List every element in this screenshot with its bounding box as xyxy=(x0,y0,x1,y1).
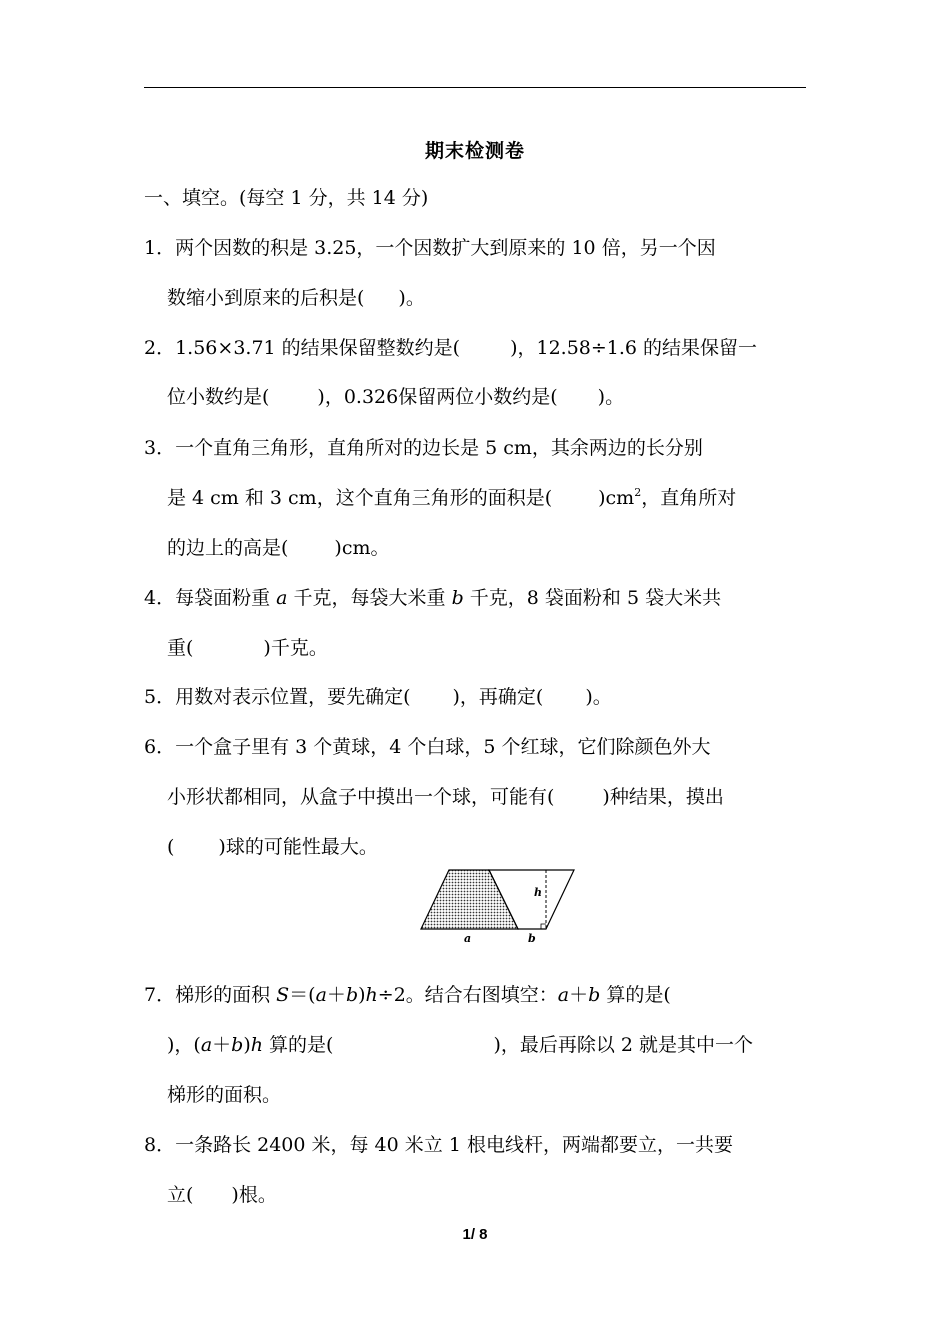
question-6-line-2 xyxy=(167,785,724,809)
variable-a: a xyxy=(276,587,288,609)
q3-superscript: 2 xyxy=(634,486,642,499)
q7-text: ＋ xyxy=(326,984,346,1006)
q6-text-a: 小形状都相同，从盒子中摸出一个球，可能有( xyxy=(167,786,555,808)
variable-h: h xyxy=(365,984,378,1006)
q1-text-b: )。 xyxy=(398,287,425,309)
variable-s: S xyxy=(276,984,290,1006)
section-heading: 一、填空。(每空 1 分，共 14 分) xyxy=(144,187,429,209)
trapezoid-figure xyxy=(418,866,578,946)
label-h: h xyxy=(534,886,542,899)
q6-text-b: )种结果，摸出 xyxy=(602,786,724,808)
variable-b: b xyxy=(345,984,359,1006)
q7-text: ) xyxy=(358,984,366,1006)
question-8-line-2 xyxy=(167,1183,277,1207)
q7-text: 算的是( xyxy=(263,1034,334,1056)
q4-text-b: 千克，每袋大米重 xyxy=(287,587,452,609)
q4-text-d: 重( xyxy=(167,637,194,659)
q7-text: 7．梯形的面积 xyxy=(144,984,277,1006)
q2-text-c: 位小数约是( xyxy=(167,386,270,408)
question-4-line-1 xyxy=(144,586,721,610)
q2-text-a: 2．1.56×3.71 的结果保留整数约是( xyxy=(144,337,461,359)
question-1-line-2 xyxy=(167,286,425,310)
q7-text: ＋ xyxy=(569,984,589,1006)
variable-b: b xyxy=(451,587,464,609)
question-4-line-2 xyxy=(167,636,328,660)
q3-text-a: 是 4 cm 和 3 cm，这个直角三角形的面积是( xyxy=(167,487,553,509)
q4-text-a: 4．每袋面粉重 xyxy=(144,587,277,609)
variable-a: a xyxy=(557,984,570,1006)
q4-text-e: )千克。 xyxy=(263,637,328,659)
question-1-line-1: 1．两个因数的积是 3.25，一个因数扩大到原来的 10 倍，另一个因 xyxy=(144,237,716,259)
page-number: 1/ 8 xyxy=(462,1226,488,1243)
q2-text-b: )，12.58÷1.6 的结果保留一 xyxy=(510,337,758,359)
question-2-line-1 xyxy=(144,336,757,360)
question-7-line-3: 梯形的面积。 xyxy=(167,1084,282,1106)
right-angle-mark xyxy=(541,924,546,929)
q4-text-c: 千克，8 袋面粉和 5 袋大米共 xyxy=(463,587,722,609)
label-a: a xyxy=(464,932,472,945)
question-3-line-3 xyxy=(167,536,390,560)
q7-text: )，最后再除以 2 就是其中一个 xyxy=(493,1034,754,1056)
question-8-line-1: 8．一条路长 2400 米，每 40 米立 1 根电线杆，两端都要立，一共要 xyxy=(144,1134,733,1156)
q3-text-e: )cm。 xyxy=(334,537,390,559)
q8-text: )根。 xyxy=(231,1184,277,1206)
variable-a: a xyxy=(200,1034,213,1056)
page-title: 期末检测卷 xyxy=(424,140,525,162)
header-rule xyxy=(144,87,806,88)
question-3-line-1: 3．一个直角三角形，直角所对的边长是 5 cm，其余两边的长分别 xyxy=(144,437,703,459)
variable-b: b xyxy=(231,1034,244,1056)
question-7-line-1 xyxy=(144,983,671,1007)
variable-a: a xyxy=(315,984,327,1006)
q7-text: 算的是( xyxy=(600,984,671,1006)
q7-text: ＋ xyxy=(212,1034,232,1056)
q2-text-d: )，0.326保留两位小数约是( xyxy=(317,386,558,408)
q3-text-b: )cm xyxy=(598,487,635,509)
question-5-line-1 xyxy=(144,685,612,709)
question-3-line-2 xyxy=(167,486,736,510)
question-7-line-2 xyxy=(167,1033,753,1057)
q3-text-d: 的边上的高是( xyxy=(167,537,289,559)
q3-text-c: ，直角所对 xyxy=(641,487,737,509)
q8-text: 立( xyxy=(167,1184,194,1206)
q7-text: ＝( xyxy=(289,984,316,1006)
q1-text-a: 数缩小到原来的后积是( xyxy=(167,287,365,309)
q6-text-c: ( xyxy=(167,836,175,858)
q5-text-a: 5．用数对表示位置，要先确定( xyxy=(144,686,411,708)
q5-text-b: )，再确定( xyxy=(452,686,544,708)
question-6-line-1: 6．一个盒子里有 3 个黄球，4 个白球，5 个红球，它们除颜色外大 xyxy=(144,736,711,758)
q7-text: ) xyxy=(243,1034,251,1056)
question-6-line-3 xyxy=(167,835,378,859)
question-2-line-2 xyxy=(167,385,624,409)
q5-text-c: )。 xyxy=(585,686,612,708)
variable-b: b xyxy=(588,984,601,1006)
q6-text-d: )球的可能性最大。 xyxy=(218,836,378,858)
q7-text: ÷2。结合右图填空： xyxy=(377,984,558,1006)
q7-text: )，( xyxy=(167,1034,201,1056)
q2-text-e: )。 xyxy=(597,386,625,408)
label-b: b xyxy=(528,932,536,945)
variable-h: h xyxy=(250,1034,264,1056)
